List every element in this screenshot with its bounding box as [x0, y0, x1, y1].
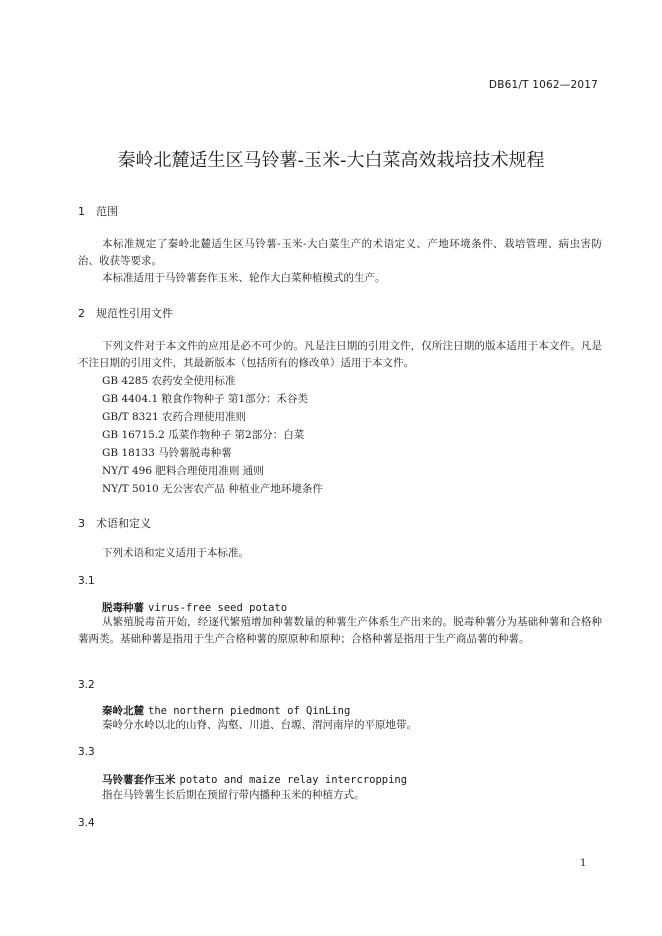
page-number: 1	[580, 858, 587, 869]
term-name-zh: 脱毒种薯	[102, 602, 144, 614]
section-number: 2	[78, 307, 85, 320]
reference-item: GB 4404.1 粮食作物种子 第1部分：禾谷类	[102, 393, 309, 405]
standard-code: DB61/T 1062—2017	[488, 79, 598, 91]
reference-item: NY/T 5010 无公害农产品 种植业产地环境条件	[102, 483, 323, 495]
term-number: 3.3	[78, 746, 95, 758]
term-name-zh: 马铃薯套作玉米	[102, 774, 176, 786]
section-number: 1	[78, 205, 85, 218]
term-definition: 秦岭分水岭以北的山脊、沟壑、川道、台塬、渭河南岸的平原地带。	[102, 719, 417, 731]
term-heading	[102, 600, 287, 615]
section-heading-normative	[78, 305, 173, 321]
reference-item: GB 16715.2 瓜菜作物种子 第2部分：白菜	[102, 429, 305, 441]
reference-item: GB 18133 马铃薯脱毒种薯	[102, 447, 232, 459]
section-number: 3	[78, 517, 85, 530]
term-number: 3.1	[78, 575, 95, 587]
section-title: 术语和定义	[96, 517, 151, 530]
document-title: 秦岭北麓适生区马铃薯-玉米-大白菜高效栽培技术规程	[117, 150, 545, 171]
scope-paragraph-1: 本标准规定了秦岭北麓适生区马铃薯-玉米-大白菜生产的术语定义、产地环境条件、栽培管理、病虫害防治、收获等要求。	[78, 238, 602, 267]
term-name-en: the northern piedmont of QinLing	[148, 705, 351, 717]
section-heading-scope	[78, 203, 118, 219]
term-name-en: virus-free seed potato	[148, 602, 288, 614]
reference-item: NY/T 496 肥料合理使用准则 通则	[102, 465, 264, 477]
reference-item: GB 4285 农药安全使用标准	[102, 375, 236, 387]
term-number: 3.4	[78, 817, 95, 829]
scope-paragraph-2: 本标准适用于马铃薯套作玉米、轮作大白菜种植模式的生产。	[102, 272, 386, 284]
term-name-zh: 秦岭北麓	[102, 705, 144, 717]
term-name-en: potato and maize relay intercropping	[179, 774, 408, 786]
section-heading-terms	[78, 515, 151, 531]
reference-item: GB/T 8321 农药合理使用准则	[102, 411, 247, 423]
terms-intro: 下列术语和定义适用于本标准。	[102, 547, 249, 559]
section-title: 规范性引用文件	[96, 307, 173, 320]
normative-intro: 下列文件对于本文件的应用是必不可少的。凡是注日期的引用文件，仅所注日期的版本适用于本文件。凡是不注日期的引用文件，其最新版本（包括所有的修改单）适用于本文件。	[78, 340, 602, 369]
section-title: 范围	[96, 205, 118, 218]
term-number: 3.2	[78, 679, 95, 691]
term-heading	[102, 703, 350, 718]
term-heading	[102, 772, 407, 787]
term-definition: 从繁殖脱毒苗开始，经逐代繁殖增加种薯数量的种薯生产体系生产出来的。脱毒种薯分为基础种薯和合格种薯两类。基础种薯是指用于生产合格种薯的原原种和原种；合格种薯是指用于生产商品薯的种薯。	[78, 616, 602, 645]
term-definition: 指在马铃薯生长后期在预留行带内播种玉米的种植方式。	[102, 789, 365, 801]
